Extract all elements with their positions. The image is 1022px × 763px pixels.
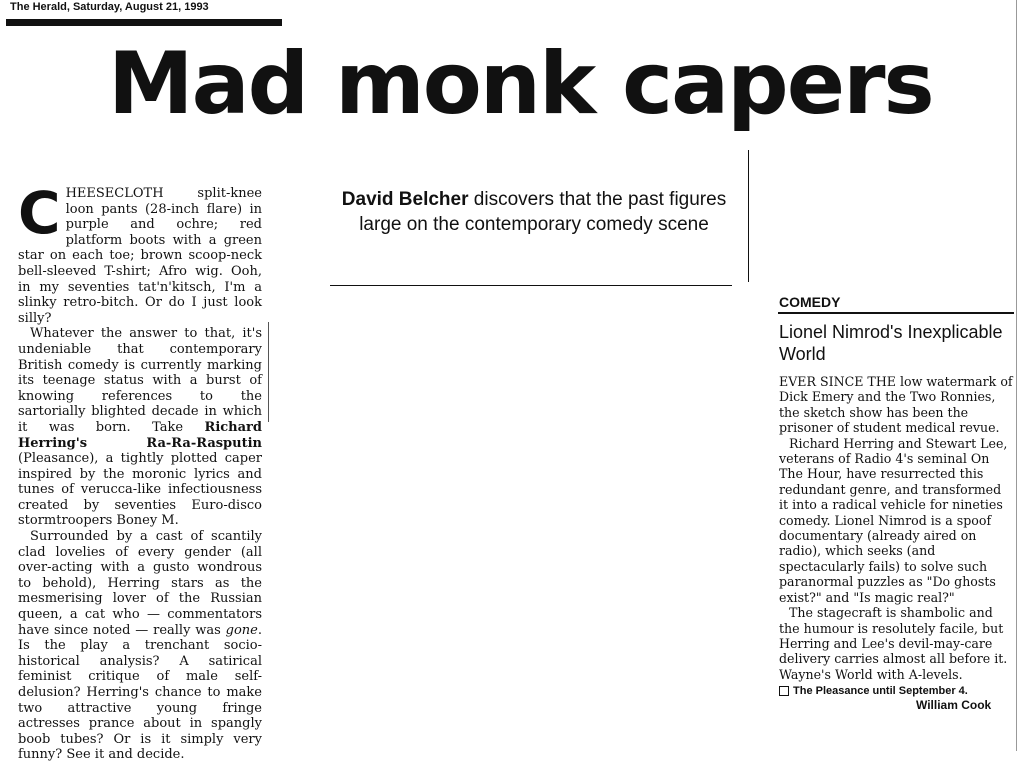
box-icon	[779, 686, 789, 696]
paragraph	[18, 179, 262, 326]
page-edge	[1016, 0, 1017, 751]
main-article	[18, 179, 262, 763]
masthead-bar	[6, 19, 282, 26]
column-divider-left	[268, 322, 269, 422]
show-title: Richard Herring's Ra-Ra-Rasputin	[18, 419, 262, 451]
section-rule	[778, 312, 1014, 314]
standfirst-rule	[330, 285, 732, 286]
paragraph: The stagecraft is shambolic and the humour is resolutely facile, but Herring and Lee's devil-may-care delivery carries almost all before it. Wayne's World with A-levels.	[779, 605, 1008, 682]
section-kicker: COMEDY	[779, 294, 841, 310]
sidebar-article	[779, 374, 1013, 700]
paragraph-text: (Pleasance), a tightly plotted caper inspired by the moronic lyrics and tunes of verucca-like infectiousness created by seventies Euro-disco stormtroopers Boney M.	[18, 451, 262, 529]
paragraph-text: Whatever the answer to that, it's undeniable that contemporary British comedy is currently marking its teenage status with a burst of knowing references to the sartorially blighted decade in which it was born. Take	[18, 326, 262, 435]
paragraph	[18, 326, 262, 529]
standfirst-text: discovers that the past figures large on the contemporary comedy scene	[359, 189, 727, 235]
paragraph: EVER SINCE THE low watermark of Dick Emery and the Two Ronnies, the sketch show has been the prisoner of student medical revue.	[779, 374, 1013, 436]
paragraph	[18, 529, 262, 763]
paragraph-text: Surrounded by a cast of scantily clad lovelies of every gender (all over-acting with a gusto wondrous to behold), Herring stars as the mesmerising lover of the Russian queen, a cat who — commentators have since noted — really was	[18, 529, 262, 638]
venue-text: The Pleasance until September 4.	[793, 685, 968, 698]
dateline: The Herald, Saturday, August 21, 1993	[10, 1, 209, 13]
sidebar-title: Lionel Nimrod's Inexplicable World	[779, 322, 1003, 364]
paragraph-text: HEESECLOTH split-knee loon pants (28-inch flare) in purple and ochre; red platform boots with a green star on each toe; brown scoop-neck bell-sleeved T-shirt; Afro wig. Ooh, in my seventies tat'n'kitsch, I'm a slinky retro-bitch. Or do I just look silly?	[18, 186, 262, 326]
sidebar-byline: William Cook	[916, 698, 992, 712]
headline: Mad monk capers	[108, 34, 933, 134]
standfirst	[338, 187, 730, 237]
emphasis: gone	[225, 622, 258, 638]
standfirst-author: David Belcher	[341, 189, 469, 210]
column-divider	[748, 150, 749, 282]
paragraph-text: . Is the play a trenchant socio-historical analysis? A satirical feminist critique of male self-delusion? Herring's chance to make two attractive young fringe actresses prance about in spangly boob tubes? Or is it simply very funny? See it and decide.	[18, 622, 262, 763]
drop-cap: C	[18, 179, 61, 247]
paragraph: Richard Herring and Stewart Lee, veterans of Radio 4's seminal On The Hour, have resurrected this redundant genre, and transformed it into a radical vehicle for nineties comedy. Lionel Nimrod is a spoof documentary (already aired on radio), which seeks (and spectacularly fails) to solve such paranormal puzzles as "Do ghosts exist?" and "Is magic real?"	[779, 435, 1008, 605]
